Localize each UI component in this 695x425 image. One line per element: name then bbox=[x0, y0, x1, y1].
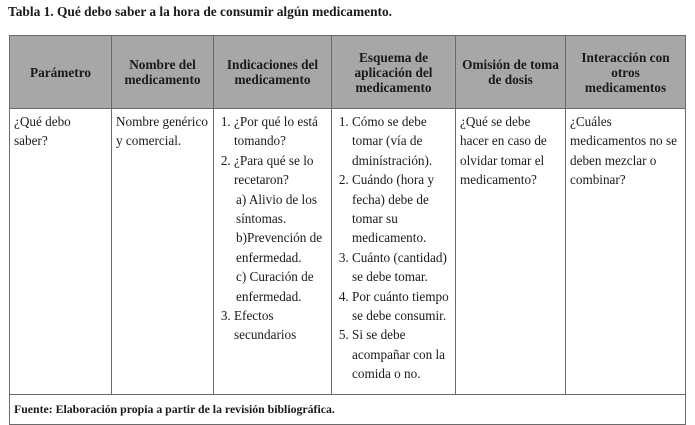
esquema-item: 2. Cuándo (hora y fecha) debe de tomar su medicamento. bbox=[352, 170, 451, 248]
esquema-item: 1. Cómo se debe tomar (vía de dminístración). bbox=[352, 112, 451, 170]
indicaciones-item-text: ¿Para qué se lo recetaron? bbox=[234, 152, 314, 188]
source-row bbox=[10, 394, 686, 424]
esquema-item: 5. Si se debe acompañar con la comida o no. bbox=[352, 325, 451, 383]
medication-table bbox=[9, 35, 686, 425]
header-interaccion: Interacción con otros medicamentos bbox=[566, 36, 686, 109]
header-row bbox=[10, 36, 686, 109]
header-omision: Omisión de toma de dosis bbox=[456, 36, 566, 109]
cell-nombre: Nombre genérico y comercial. bbox=[112, 109, 214, 395]
table-row bbox=[10, 109, 686, 395]
table-title: Tabla 1. Qué debo saber a la hora de consumir algún medicamento. bbox=[8, 4, 393, 19]
indicaciones-item: 3. Efectos secundarios bbox=[234, 306, 327, 345]
cell-omision: ¿Qué se debe hacer en caso de olvidar tomar el medicamento? bbox=[456, 109, 566, 395]
header-nombre: Nombre del medicamento bbox=[112, 36, 214, 109]
indicaciones-subitem: a) Alivio de los síntomas. bbox=[236, 191, 317, 227]
header-esquema: Esquema de aplicación del medicamento bbox=[332, 36, 456, 109]
indicaciones-subitem: b)Prevención de enfermedad. bbox=[236, 230, 323, 265]
indicaciones-subitem: c) Curación de enfermedad. bbox=[236, 269, 314, 304]
cell-interaccion: ¿Cuáles medicamentos no se deben mezclar o combinar? bbox=[566, 109, 686, 395]
cell-esquema bbox=[332, 109, 456, 395]
indicaciones-item: 1. ¿Por qué lo está tomando? bbox=[234, 112, 327, 151]
header-indicaciones: Indicaciones del medicamento bbox=[214, 36, 332, 109]
esquema-item: 4. Por cuánto tiempo se debe consumir. bbox=[352, 287, 451, 326]
source-note: Fuente: Elaboración propia a partir de la revisión bibliográfica. bbox=[10, 394, 686, 424]
indicaciones-item bbox=[234, 151, 327, 306]
cell-parametro: ¿Qué debo saber? bbox=[10, 109, 112, 395]
cell-indicaciones bbox=[214, 109, 332, 395]
esquema-item: 3. Cuánto (cantidad) se debe tomar. bbox=[352, 248, 451, 287]
header-parametro: Parámetro bbox=[10, 36, 112, 109]
